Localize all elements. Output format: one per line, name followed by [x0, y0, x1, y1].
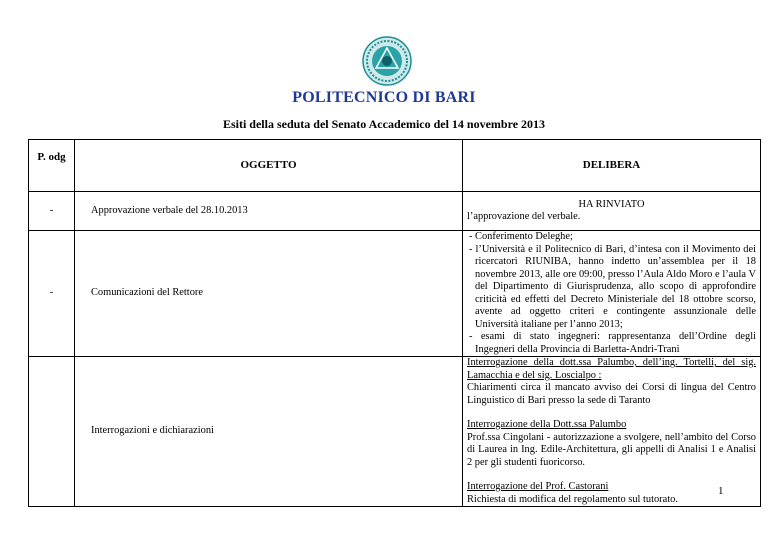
results-table [28, 139, 761, 507]
table-row [29, 231, 761, 357]
row-decision [463, 192, 761, 231]
table-row [29, 192, 761, 231]
row-number: - [29, 231, 75, 357]
table-row [29, 357, 761, 507]
row-number [29, 357, 75, 507]
row-decision [463, 231, 761, 357]
interrogation-text: Prof.ssa Cingolani - autorizzazione a svolgere, nell’ambito del Corso di Laurea in Ing. Edile-Architettura, gli appelli di Analisi 1 e Analisi 2 per gli studenti fuoricorso. [467, 431, 756, 468]
org-name: POLITECNICO DI BARI [292, 89, 476, 106]
decision-title: HA RINVIATO [578, 198, 645, 210]
row-subject: Comunicazioni del Rettore [75, 231, 463, 357]
row-subject: Interrogazioni e dichiarazioni [75, 357, 463, 507]
row-decision [463, 357, 761, 507]
list-item: - l’Università e il Politecnico di Bari, d’intesa con il Movimento dei ricercatori RIUNIBA, hanno indetto un’assemblea per il 18 novembre 2013, alle ore 09:00, presso l’Aula Aldo Moro e l’aula V del Dipartimento di Giurisprudenza, allo scopo di approfondire criticità ed effetti del Decreto Ministeriale del 18 ottobre scorso, avente ad oggetto criteri e contingente assunzionale delle Università italiane per l’anno 2013; [469, 243, 756, 330]
col-header-delibera: DELIBERA [463, 140, 761, 192]
list-item: - esami di stato ingegneri: rappresentanza dell’Ordine degli Ingegneri della Provincia di Barletta-Andri-Trani [469, 331, 756, 355]
col-header-odg: P. odg [29, 140, 75, 192]
interrogation-heading: Interrogazione del Prof. Castorani [467, 481, 609, 492]
interrogation-heading: Interrogazione della dott.ssa Palumbo, dell’ing. Tortelli, del sig. Lamacchia e del sig. Loscialpo : [467, 357, 756, 381]
decision-text: l’approvazione del verbale. [467, 211, 581, 222]
col-header-oggetto: OGGETTO [75, 140, 463, 192]
interrogation-text: Chiarimenti circa il mancato avviso dei Corsi di lingua del Centro Linguistico di Bari presso la sede di Taranto [467, 382, 756, 406]
document-title: Esiti della seduta del Senato Accademico del 14 novembre 2013 [222, 117, 546, 131]
interrogation-text: Richiesta di modifica del regolamento sul tutorato. [467, 493, 678, 505]
list-item: - Conferimento Deleghe; [469, 231, 573, 242]
politecnico-logo-icon [362, 36, 412, 86]
row-number: - [29, 192, 75, 231]
page-number: 1 [718, 485, 724, 497]
interrogation-heading: Interrogazione della Dott.ssa Palumbo [467, 419, 627, 430]
row-subject: Approvazione verbale del 28.10.2013 [75, 192, 463, 231]
table-header-row [29, 140, 761, 192]
